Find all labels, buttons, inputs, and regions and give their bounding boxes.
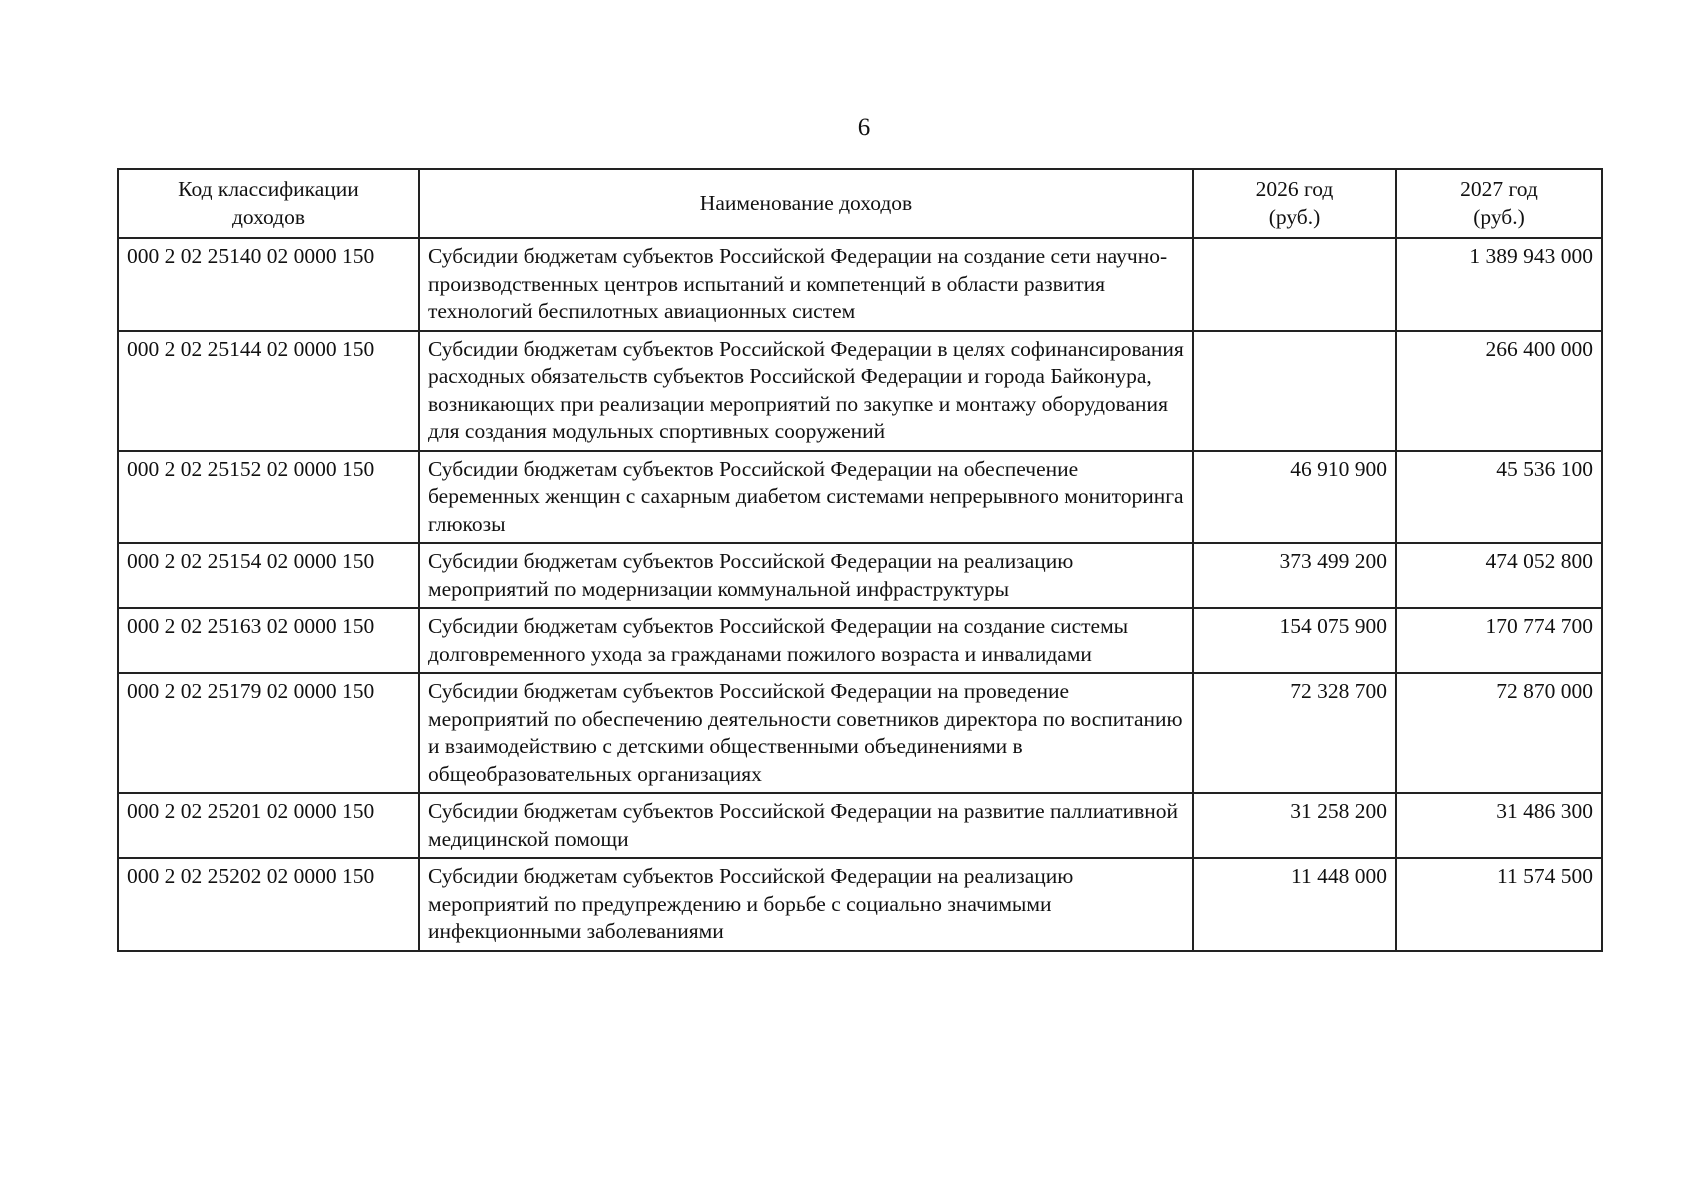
row-amount-2027: 72 870 000 bbox=[1396, 673, 1602, 793]
table-row bbox=[118, 331, 1602, 451]
row-amount-2027: 1 389 943 000 bbox=[1396, 238, 1602, 331]
row-amount-2027: 266 400 000 bbox=[1396, 331, 1602, 451]
row-name: Субсидии бюджетам субъектов Российской Федерации на обеспечение беременных женщин с сахарным диабетом системами непрерывного мониторинга глюкозы bbox=[419, 451, 1193, 544]
row-amount-2026: 31 258 200 bbox=[1193, 793, 1396, 858]
row-amount-2026 bbox=[1193, 238, 1396, 331]
table-header-row bbox=[118, 169, 1602, 238]
table-row bbox=[118, 238, 1602, 331]
row-name: Субсидии бюджетам субъектов Российской Федерации на создание сети научно-производственных центров испытаний и компетенций в области развития технологий беспилотных авиационных систем bbox=[419, 238, 1193, 331]
table-row bbox=[118, 673, 1602, 793]
row-amount-2026: 373 499 200 bbox=[1193, 543, 1396, 608]
row-code: 000 2 02 25163 02 0000 150 bbox=[118, 608, 419, 673]
row-amount-2026: 72 328 700 bbox=[1193, 673, 1396, 793]
table-row bbox=[118, 858, 1602, 951]
header-year-2027-line-2: (руб.) bbox=[1473, 204, 1525, 229]
row-name: Субсидии бюджетам субъектов Российской Федерации на реализацию мероприятий по модернизации коммунальной инфраструктуры bbox=[419, 543, 1193, 608]
header-name: Наименование доходов bbox=[419, 169, 1193, 238]
row-amount-2026 bbox=[1193, 331, 1396, 451]
page-number: 6 bbox=[857, 114, 871, 141]
row-name: Субсидии бюджетам субъектов Российской Федерации на развитие паллиативной медицинской помощи bbox=[419, 793, 1193, 858]
table-row bbox=[118, 793, 1602, 858]
row-name: Субсидии бюджетам субъектов Российской Федерации на создание системы долговременного ухода за гражданами пожилого возраста и инвалидами bbox=[419, 608, 1193, 673]
row-amount-2027: 11 574 500 bbox=[1396, 858, 1602, 951]
header-year-2026-line-2: (руб.) bbox=[1268, 204, 1321, 229]
row-amount-2027: 31 486 300 bbox=[1396, 793, 1602, 858]
row-amount-2027: 474 052 800 bbox=[1396, 543, 1602, 608]
header-code-line-2: доходов bbox=[231, 204, 306, 229]
row-code: 000 2 02 25179 02 0000 150 bbox=[118, 673, 419, 793]
row-amount-2027: 170 774 700 bbox=[1396, 608, 1602, 673]
row-name: Субсидии бюджетам субъектов Российской Федерации на проведение мероприятий по обеспечению деятельности советников директора по воспитанию и взаимодействию с детскими общественными объединениями в общеобразовательных организациях bbox=[419, 673, 1193, 793]
row-amount-2026: 46 910 900 bbox=[1193, 451, 1396, 544]
header-year-2026 bbox=[1193, 169, 1396, 238]
row-amount-2026: 154 075 900 bbox=[1193, 608, 1396, 673]
row-code: 000 2 02 25152 02 0000 150 bbox=[118, 451, 419, 544]
header-year-2026-line-1: 2026 год bbox=[1255, 177, 1334, 201]
row-code: 000 2 02 25154 02 0000 150 bbox=[118, 543, 419, 608]
table-row bbox=[118, 608, 1602, 673]
row-name: Субсидии бюджетам субъектов Российской Федерации в целях софинансирования расходных обязательств субъектов Российской Федерации и города Байконура, возникающих при реализации мероприятий по закупке и монтажу оборудования для создания модульных спортивных сооружений bbox=[419, 331, 1193, 451]
row-code: 000 2 02 25140 02 0000 150 bbox=[118, 238, 419, 331]
row-code: 000 2 02 25144 02 0000 150 bbox=[118, 331, 419, 451]
income-table bbox=[117, 168, 1603, 952]
header-code bbox=[118, 169, 419, 238]
table-row bbox=[118, 543, 1602, 608]
row-code: 000 2 02 25202 02 0000 150 bbox=[118, 858, 419, 951]
table-row bbox=[118, 451, 1602, 544]
row-amount-2026: 11 448 000 bbox=[1193, 858, 1396, 951]
header-year-2027-line-1: 2027 год bbox=[1460, 177, 1538, 201]
row-amount-2027: 45 536 100 bbox=[1396, 451, 1602, 544]
row-name: Субсидии бюджетам субъектов Российской Федерации на реализацию мероприятий по предупреждению и борьбе с социально значимыми инфекционными заболеваниями bbox=[419, 858, 1193, 951]
header-year-2027 bbox=[1396, 169, 1602, 238]
header-code-line-1: Код классификации bbox=[178, 177, 359, 201]
row-code: 000 2 02 25201 02 0000 150 bbox=[118, 793, 419, 858]
